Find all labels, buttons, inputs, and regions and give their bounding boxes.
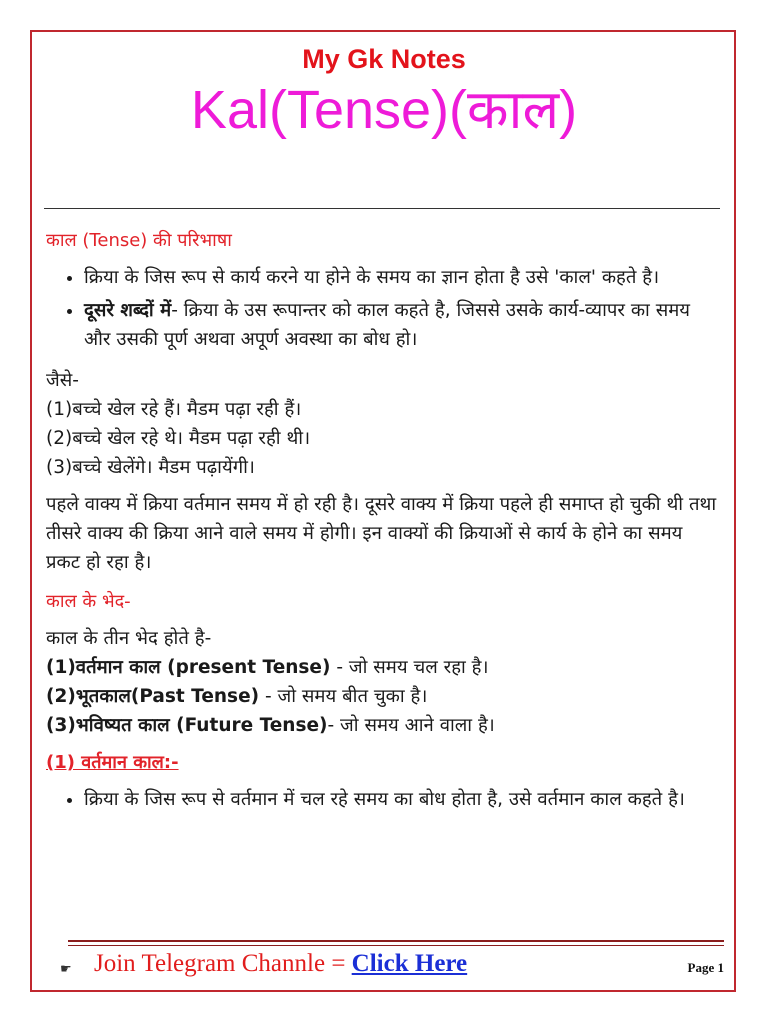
example-line-2: (2)बच्चे खेल रहे थे। मैडम पढ़ा रही थी। xyxy=(46,428,311,449)
type-item-2 xyxy=(46,682,722,711)
definition-bullet-2 xyxy=(84,296,722,354)
brand-title: My Gk Notes xyxy=(302,44,466,74)
header xyxy=(32,44,736,140)
type-item-1-text: - जो समय चल रहा है। xyxy=(330,657,489,678)
type-item-1-label: (1)वर्तमान काल (present Tense) xyxy=(46,657,331,678)
definition-list xyxy=(46,263,722,354)
examples-label: जैसे- xyxy=(46,370,79,391)
present-tense-list xyxy=(46,785,722,814)
page-number: Page 1 xyxy=(687,960,724,975)
types-intro: काल के तीन भेद होते है- xyxy=(46,628,212,649)
present-tense-heading: (1) वर्तमान काल:- xyxy=(46,752,179,773)
definition-bullet-1: • क्रिया के जिस रूप से कार्य करने या होने के समय का ज्ञान होता है उसे 'काल' कहते है। xyxy=(84,263,722,292)
present-tense-bullet: • क्रिया के जिस रूप से वर्तमान में चल रहे समय का बोध होता है, उसे वर्तमान काल कहते है। xyxy=(84,785,722,814)
type-item-3-label: (3)भविष्यत काल (Future Tense) xyxy=(46,715,328,736)
type-item-2-text: - जो समय बीत चुका है। xyxy=(259,686,428,707)
header-divider xyxy=(44,208,720,209)
types-heading: काल के भेद- xyxy=(46,591,131,612)
definition-bullet-2-bold: दूसरे शब्दों में xyxy=(84,300,172,321)
footer xyxy=(60,950,724,984)
pointing-hand-icon: ☛ xyxy=(60,962,72,977)
main-content xyxy=(46,226,722,818)
definition-bullet-2-text: - क्रिया के उस रूपान्तर को काल कहते है, जिससे उसके कार्य-व्यापर का समय और उसकी पूर्ण अथवा अपूर्ण अवस्था का बोध हो। xyxy=(84,300,691,350)
telegram-promo xyxy=(94,950,467,978)
type-item-3-text: - जो समय आने वाला है। xyxy=(327,715,495,736)
explanation-paragraph: पहले वाक्य में क्रिया वर्तमान समय में हो रही है। दूसरे वाक्य में क्रिया पहले ही समाप्त हो चुकी थी तथा तीसरे वाक्य की क्रिया आने वाले समय में होगी। इन वाक्यों की क्रियाओं से कार्य के होने का समय प्रकट हो रहा है। xyxy=(46,494,717,573)
click-here-link[interactable]: Click Here xyxy=(351,950,468,977)
type-item-1 xyxy=(46,653,722,682)
type-item-3 xyxy=(46,711,722,740)
page-title: Kal(Tense)(काल) xyxy=(190,80,578,140)
example-line-3: (3)बच्चे खेलेंगे। मैडम पढ़ायेंगी। xyxy=(46,457,255,478)
footer-divider xyxy=(68,940,724,946)
definition-heading: काल (Tense) की परिभाषा xyxy=(46,230,232,251)
type-item-2-label: (2)भूतकाल(Past Tense) xyxy=(46,686,260,707)
example-line-1: (1)बच्चे खेल रहे हैं। मैडम पढ़ा रही हैं। xyxy=(46,399,302,420)
telegram-text: Join Telegram Channle = xyxy=(94,950,352,977)
